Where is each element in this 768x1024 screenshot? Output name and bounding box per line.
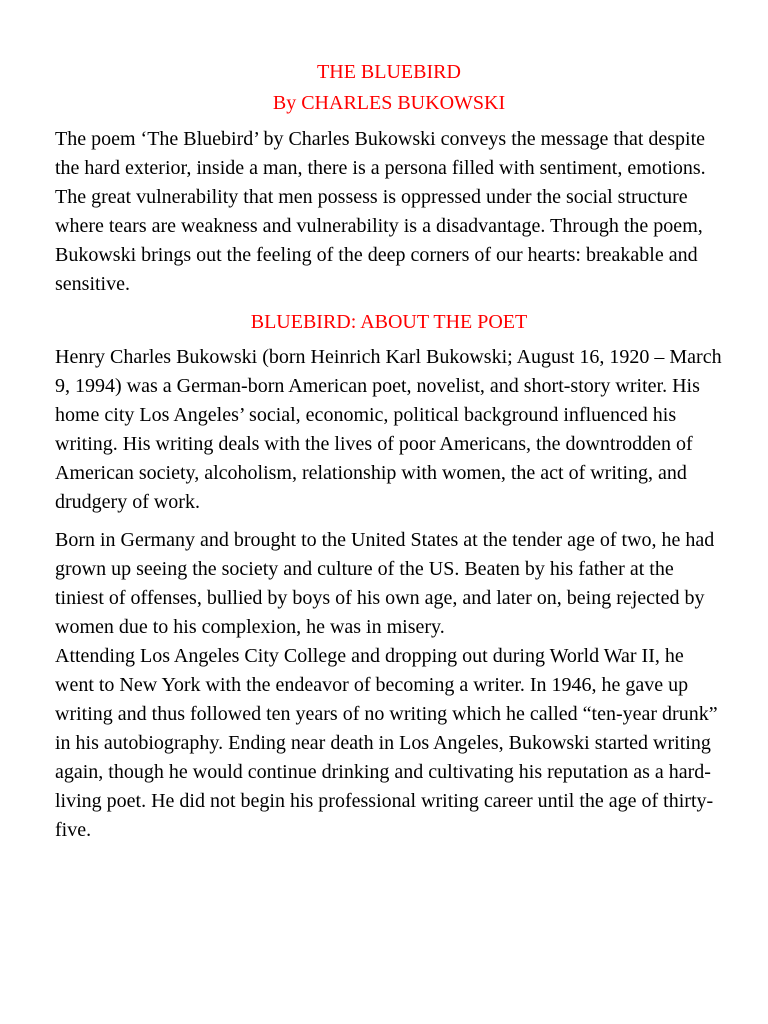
- document-byline: By CHARLES BUKOWSKI: [272, 92, 506, 114]
- bio-paragraph-1: Henry Charles Bukowski (born Heinrich Karl Bukowski; August 16, 1920 – March 9, 1994) was a German-born American poet, novelist, and short-story writer. His home city Los Angeles’ social, economic, political background influenced his writing. His writing deals with the lives of poor Americans, the downtrodden of American society, alcoholism, relationship with women, the act of writing, and drudgery of work.: [55, 346, 722, 513]
- document-page: [55, 58, 723, 845]
- intro-paragraph: The poem ‘The Bluebird’ by Charles Bukowski conveys the message that despite the hard exterior, inside a man, there is a persona filled with sentiment, emotions. The great vulnerability that men possess is oppressed under the social structure where tears are weakness and vulnerability is a disadvantage. Through the poem, Bukowski brings out the feeling of the deep corners of our hearts: breakable and sensitive.: [55, 128, 706, 295]
- bio-paragraph-3: Attending Los Angeles City College and dropping out during World War II, he went to New York with the endeavor of becoming a writer. In 1946, he gave up writing and thus followed ten years of no writing which he called “ten-year drunk” in his autobiography. Ending near death in Los Angeles, Bukowski started writing again, though he would continue drinking and cultivating his reputation as a hard-living poet. He did not begin his professional writing career until the age of thirty-five.: [55, 645, 718, 841]
- bio-paragraph-2: Born in Germany and brought to the United States at the tender age of two, he had grown up seeing the society and culture of the US. Beaten by his father at the tiniest of offenses, bullied by boys of his own age, and later on, being rejected by women due to his complexion, he was in misery.: [55, 529, 715, 638]
- document-title: THE BLUEBIRD: [317, 61, 461, 83]
- section-heading: BLUEBIRD: ABOUT THE POET: [250, 311, 528, 333]
